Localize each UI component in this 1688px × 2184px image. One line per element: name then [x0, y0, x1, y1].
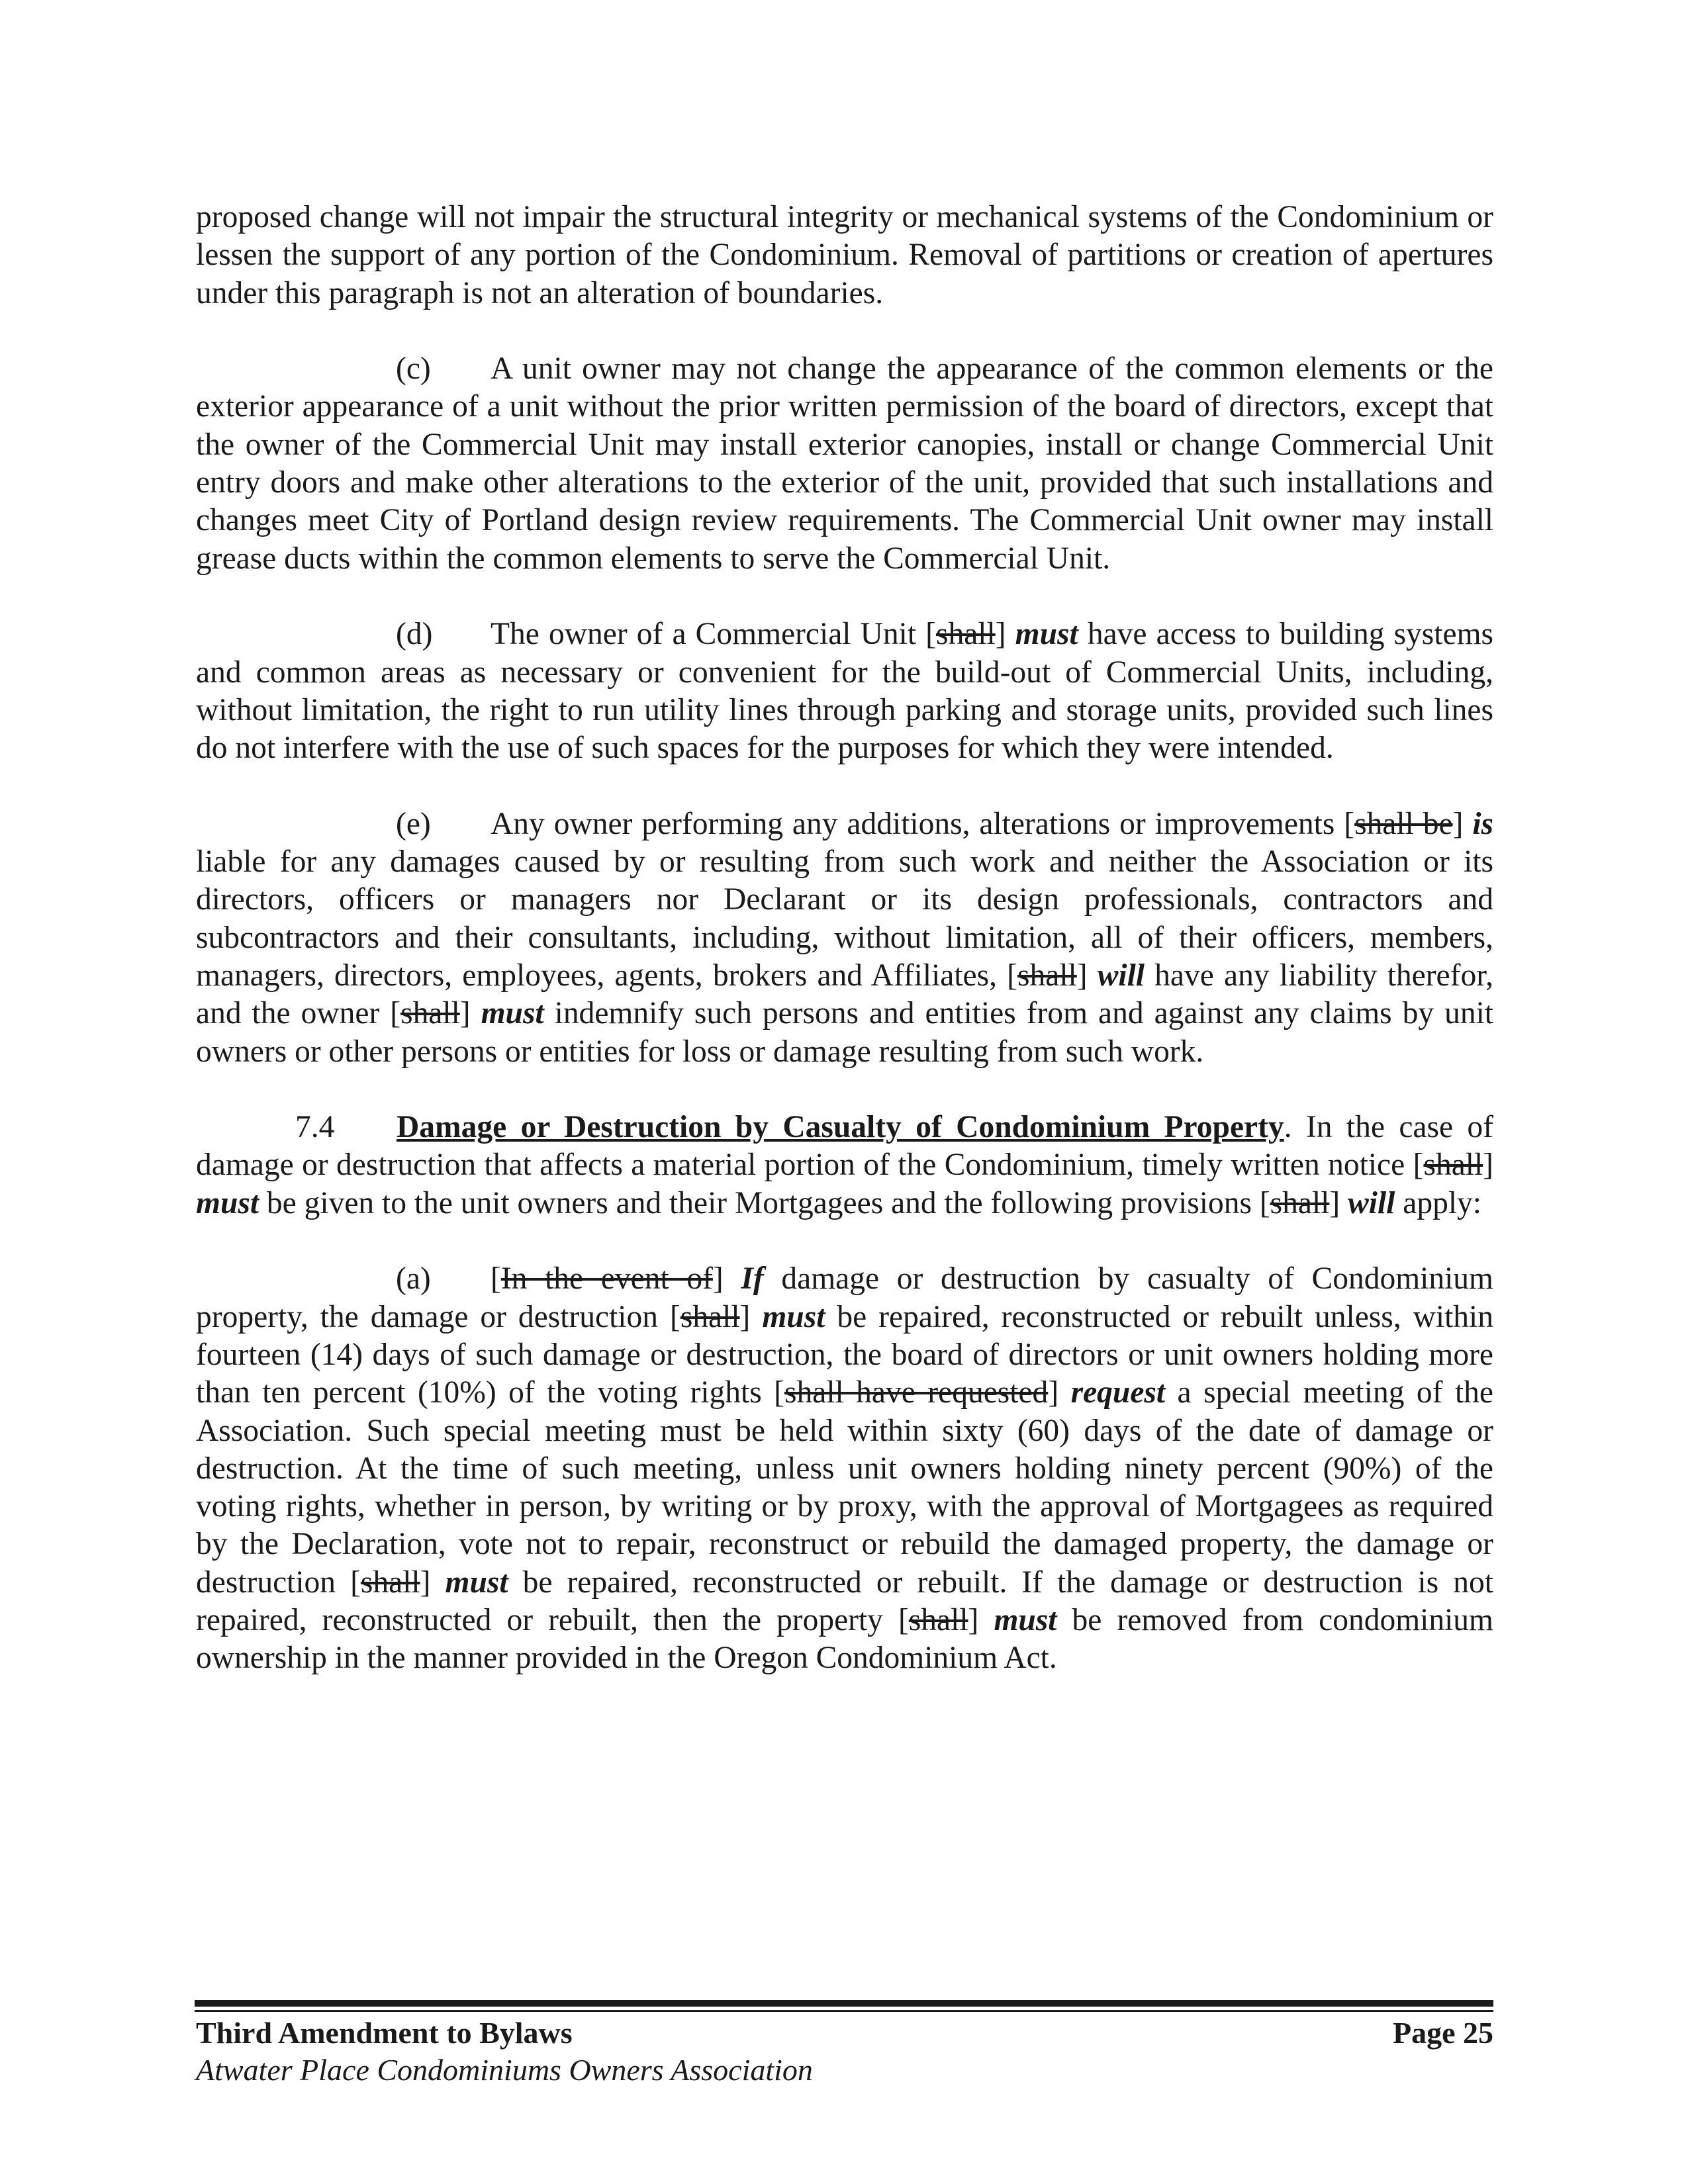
text-run: ] — [1452, 806, 1473, 841]
deleted-text: shall — [360, 1565, 420, 1600]
text-run: be given to the unit owners and their Mortgagees and the following provisions [ — [259, 1185, 1270, 1220]
text-run: ] — [1048, 1375, 1071, 1410]
text-run: have access to building systems and common areas as necessary or convenient for the build-out of Commercial Units, including, without limitation, the right to run utility lines through parking and storage units, provided such lines do not interfere with the use of such spaces for the purposes for which they were intended. — [196, 617, 1493, 766]
text-run: ] — [1076, 958, 1098, 993]
deleted-text: shall have requested — [784, 1375, 1049, 1410]
deleted-text: shall — [680, 1299, 740, 1334]
paragraph-e — [196, 805, 1493, 1071]
deleted-text: shall — [1017, 958, 1077, 993]
inserted-text: must — [994, 1602, 1057, 1637]
inserted-text: is — [1472, 806, 1493, 841]
text-run: have any liability therefor, and the owner [ — [196, 958, 1493, 1031]
text-run: ] — [968, 1602, 994, 1637]
paragraph-label: (c) — [396, 351, 431, 387]
paragraph-continuation — [196, 199, 1493, 312]
text-run: Any owner performing any additions, alterations or improvements [ — [491, 806, 1355, 841]
text-run: be removed from condominium ownership in the manner provided in the Oregon Condominium Act. — [196, 1602, 1494, 1676]
deleted-text: shall — [908, 1602, 968, 1637]
text-run: ] — [995, 617, 1015, 652]
inserted-text: must — [445, 1565, 508, 1600]
section-7-4 — [196, 1109, 1493, 1222]
text-run: ] — [420, 1565, 445, 1600]
paragraph-label: (e) — [396, 806, 431, 841]
text-run: indemnify such persons and entities from and against any claims by unit owners or other persons or entities for loss or damage resulting from such work. — [196, 996, 1493, 1069]
inserted-text: will — [1348, 1185, 1395, 1220]
inserted-text: If — [741, 1261, 764, 1297]
footer-rule-thick — [195, 2000, 1493, 2007]
paragraph-text: A unit owner may not change the appearance of the common elements or the exterior appearance of a unit without the prior written permission of the board of directors, except that the owner of the Commercial Unit may install exterior canopies, install or change Commercial Unit entry doors and make other alterations to the exterior of the unit, provided that such installations and changes meet City of Portland design review requirements. The Commercial Unit owner may install grease ducts within the common elements to serve the Commercial Unit. — [196, 351, 1493, 576]
footer-rule-thin — [195, 2010, 1493, 2012]
paragraph-a — [196, 1260, 1493, 1677]
deleted-text: shall — [935, 617, 996, 652]
inserted-text: must — [1015, 617, 1078, 652]
document-body — [196, 199, 1493, 1715]
deleted-text: shall be — [1354, 806, 1453, 841]
section-number: 7.4 — [295, 1110, 335, 1145]
text-run: ] — [1483, 1148, 1493, 1183]
text-run: liable for any damages caused by or resulting from such work and neither the Association or its directors, officers or managers nor Declarant or its design professionals, contractors and subcontractors and their consultants, including, without limitation, all of their officers, members, managers, directors, employees, agents, brokers and Affiliates, [ — [196, 844, 1493, 993]
deleted-text: In the event of — [500, 1261, 713, 1297]
inserted-text: must — [481, 996, 544, 1031]
footer-subtitle: Atwater Place Condominiums Owners Association — [196, 2053, 813, 2087]
text-run: a special meeting of the Association. Such special meeting must be held within sixty (60) days of the date of damage or destruction. At the time of such meeting, unless unit owners holding ninety percent (90%) of the voting rights, whether in person, by writing or by proxy, with the approval of Mortgagees as required by the Declaration, vote not to repair, reconstruct or rebuild the damaged property, the damage or destruction [ — [196, 1375, 1493, 1600]
text-run: damage or destruction by casualty of Condominium property, the damage or destruction [ — [196, 1261, 1493, 1334]
inserted-text: must — [762, 1299, 825, 1334]
text-run: be repaired, reconstructed or rebuilt unless, within fourteen (14) days of such damage or destruction, the board of directors or unit owners holding more than ten percent (10%) of the voting rights [ — [196, 1299, 1493, 1410]
text-run: be repaired, reconstructed or rebuilt. If the damage or destruction is not repaired, reconstructed or rebuilt, then the property [ — [196, 1565, 1493, 1637]
page-number: Page 25 — [1392, 2016, 1493, 2050]
text-run: ] — [712, 1261, 741, 1297]
text-run: [ — [491, 1261, 501, 1297]
text-run: apply: — [1395, 1185, 1481, 1220]
text-run: . In the case of damage or destruction that affects a material portion of the Condominium, timely written notice [ — [196, 1110, 1494, 1183]
deleted-text: shall — [1423, 1148, 1483, 1183]
paragraph-d — [196, 615, 1493, 767]
text-run: ] — [739, 1299, 763, 1334]
paragraph-label: (d) — [396, 617, 433, 652]
footer-title: Third Amendment to Bylaws — [196, 2016, 573, 2050]
inserted-text: must — [196, 1185, 259, 1220]
text-run: The owner of a Commercial Unit [ — [491, 617, 936, 652]
inserted-text: will — [1097, 958, 1145, 993]
deleted-text: shall — [1270, 1185, 1330, 1220]
section-heading: Damage or Destruction by Casualty of Condominium Property — [397, 1110, 1284, 1145]
paragraph-label: (a) — [396, 1261, 431, 1297]
text-run: ] — [1329, 1185, 1348, 1220]
deleted-text: shall — [400, 996, 460, 1031]
paragraph-c — [196, 350, 1493, 578]
inserted-text: request — [1070, 1375, 1166, 1410]
text-run: ] — [459, 996, 481, 1031]
paragraph-text: proposed change will not impair the structural integrity or mechanical systems of the Condominium or lessen the support of any portion of the Condominium. Removal of partitions or creation of apertures under this paragraph is not an alteration of boundaries. — [196, 200, 1493, 310]
